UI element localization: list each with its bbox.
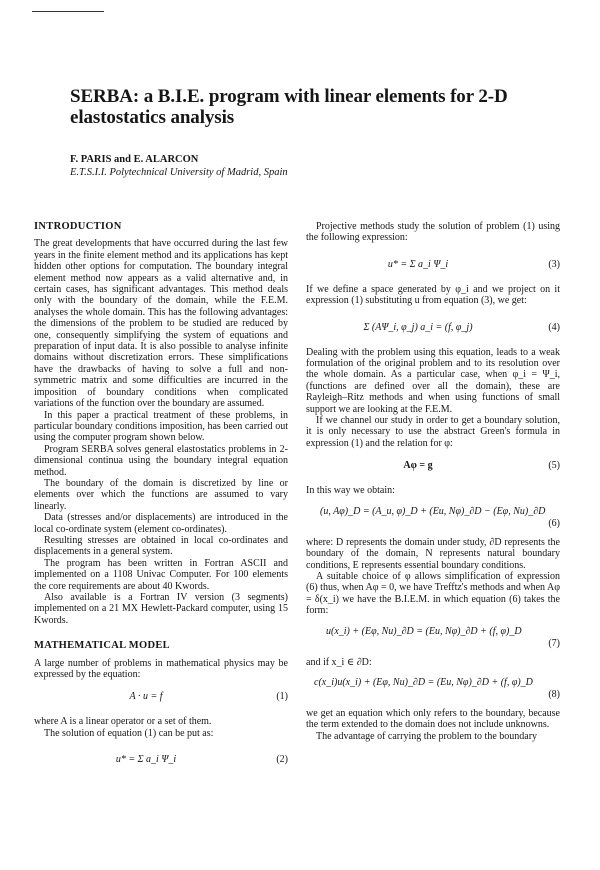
paper-title: SERBA: a B.I.E. program with linear elements for 2-D elastostatics analysis — [70, 86, 508, 128]
right-paragraph-9: we get an equation which only refers to the boundary, because the term extended to the domain does not include unknowns. — [306, 707, 560, 731]
math-paragraph-2: where A is a linear operator or a set of them. — [34, 716, 212, 728]
equation-6-expression: (u, Aφ)_D = (A_u, φ)_D + (Eu, Nφ)_∂D − (Eφ, Nu)_∂D — [320, 505, 546, 517]
affiliation: E.T.S.I.I. Polytechnical University of Madrid, Spain — [70, 167, 288, 178]
equation-6 — [306, 502, 560, 532]
header-rule — [32, 11, 104, 12]
equation-2 — [34, 744, 288, 774]
left-column — [34, 221, 288, 779]
equation-5-number: (5) — [548, 460, 560, 472]
equation-1-number: (1) — [276, 691, 288, 703]
equation-2-number: (2) — [276, 754, 288, 766]
equation-5-expression: Aφ = g — [403, 460, 433, 472]
math-paragraph-3: The solution of equation (1) can be put as: — [44, 727, 214, 739]
right-column — [306, 221, 560, 742]
intro-paragraph-2: In this paper a practical treatment of these problems, in particular boundary conditions imposition, has been carried out using the computer program shown below. — [34, 409, 288, 444]
section-heading-introduction: INTRODUCTION — [34, 221, 122, 232]
equation-1 — [34, 685, 288, 711]
equation-7 — [306, 622, 560, 652]
right-paragraph-2: If we define a space generated by φ_i and we project on it expression (1) substituting u from equation (3), we get: — [306, 283, 560, 307]
equation-6-number: (6) — [548, 517, 560, 529]
equation-1-expression: A · u = f — [129, 691, 163, 703]
equation-4-expression: Σ (AΨ_i, φ_j) a_i = (f, φ_j) — [363, 321, 473, 333]
equation-8-expression: c(x_i)u(x_i) + (Eφ, Nu)_∂D = (Eu, Nφ)_∂D + (f, φ)_D — [314, 676, 533, 688]
equation-8 — [306, 673, 560, 703]
math-paragraph-1: A large number of problems in mathematical physics may be expressed by the equation: — [34, 657, 288, 681]
equation-7-expression: u(x_i) + (Eφ, Nu)_∂D = (Eu, Nφ)_∂D + (f, φ)_D — [326, 625, 522, 637]
equation-3-number: (3) — [548, 258, 560, 270]
right-paragraph-1: Projective methods study the solution of problem (1) using the following expression: — [306, 221, 560, 244]
right-paragraph-10: The advantage of carrying the problem to the boundary — [316, 730, 538, 742]
right-paragraph-7: A suitable choice of φ allows simplification of expression (6) thus, when Aφ = 0, we have Trefftz's methods and when Aφ = δ(x_i) we have the B.I.E.M. in which equation (6) takes the form: — [306, 570, 560, 617]
intro-paragraph-4: The boundary of the domain is discretized by line or elements over which the functions are assumed to vary linearly. — [34, 477, 288, 512]
intro-paragraph-3: Program SERBA solves general elastostatics problems in 2-dimensional continua using the boundary integral equation method. — [34, 443, 288, 478]
intro-paragraph-8: Also available is a Fortran IV version (3 segments) implemented on a 21 MX Hewlett-Packard computer, using 15 Kwords. — [34, 592, 288, 626]
equation-3-expression: u* = Σ a_i Ψ_i — [387, 258, 449, 270]
right-paragraph-5: In this way we obtain: — [306, 485, 395, 497]
equation-4-number: (4) — [548, 321, 560, 333]
intro-paragraph-1: The great developments that have occurred during the last few years in the finite element method and its applications has kept hidden other options for computation. The boundary integral element method now appears as a valid alternative and, in certain cases, has significant advantages. This method deals only with the boundary of the domain, while the F.E.M. analyses the whole domain. This has the following advantages: the dimensions of the problem to be studied are reduced by one, consequently simplifying the system of equations and preparation of input data. It is also possible to analyse infinite domains without discretization errors. These simplifications have the drawbacks of having to solve a full and non-symmetric matrix and some difficulties are incurred in the imposition of boundary conditions when complicated variations of the function over the boundary are assumed. — [34, 238, 288, 410]
equation-2-expression: u* = Σ a_i Ψ_i — [115, 754, 177, 766]
intro-paragraph-6: Resulting stresses are obtained in local co-ordinates and displacements in a general system. — [34, 534, 288, 558]
right-paragraph-3: Dealing with the problem using this equation, leads to a weak formulation of the original problem and to its resolution over the whole domain. As a particular case, when φ_i = Ψ_i, (functions are defined over all the domain), these are Rayleigh–Ritz methods and when using functions of small support we are looking at the F.E.M. — [306, 346, 560, 415]
equation-7-number: (7) — [548, 637, 560, 649]
equation-5 — [306, 454, 560, 480]
right-paragraph-8: and if x_i ∈ ∂D: — [306, 656, 372, 668]
equation-3 — [306, 249, 560, 279]
intro-paragraph-5: Data (stresses and/or displacements) are introduced in the local co-ordinate system (element co-ordinates). — [34, 512, 288, 535]
equation-8-number: (8) — [548, 688, 560, 700]
equation-4 — [306, 312, 560, 342]
intro-paragraph-7: The program has been written in Fortran ASCII and implemented on a 1108 Univac Computer. For 100 elements the core requirements are about 40 Kwords. — [34, 557, 288, 592]
right-paragraph-4: If we channel our study in order to get a boundary solution, it is only necessary to use the abstract Green's formula in expression (1) and the relation for φ: — [306, 415, 560, 449]
right-paragraph-6: where: D represents the domain under study, ∂D represents the boundary of the domain, N represents natural boundary conditions, E represents essential boundary conditions. — [306, 536, 560, 571]
authors: F. PARIS and E. ALARCON — [70, 154, 199, 165]
section-heading-mathematical-model: MATHEMATICAL MODEL — [34, 640, 170, 652]
